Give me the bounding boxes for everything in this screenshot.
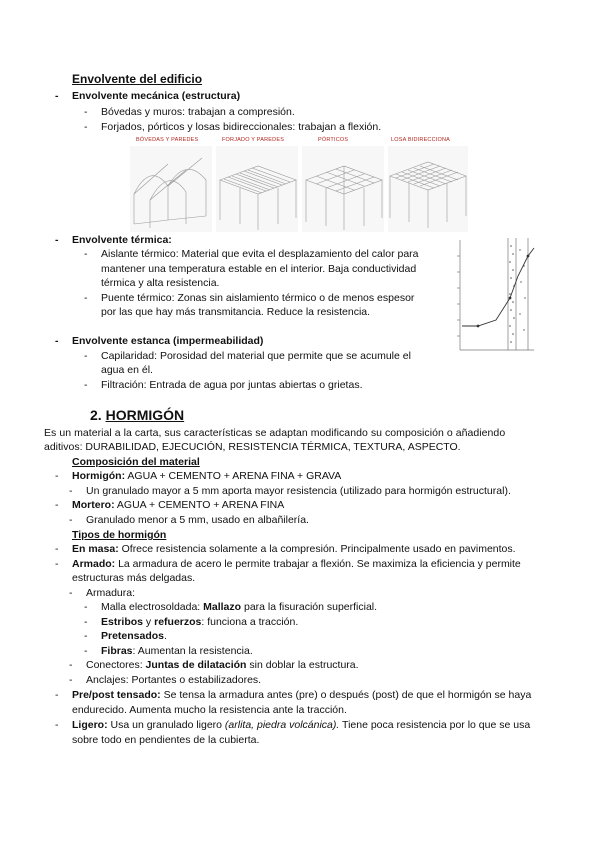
list-subitem-conectores: - Conectores: Juntas de dilatación sin doblar la estructura. <box>86 659 359 672</box>
list-subitem-anclajes: - Anclajes: Portantes o estabilizadores. <box>86 674 261 687</box>
list-item-mortero: - Mortero: AGUA + CEMENTO + ARENA FINA <box>72 499 284 512</box>
bullet-envolvente-estanca: - Envolvente estanca (impermeabilidad) <box>72 335 263 348</box>
thermal-wall-section-figure <box>452 236 536 356</box>
section-title: HORMIGÓN <box>105 407 185 423</box>
bidirectional-slab-diagram <box>388 146 468 232</box>
list-item: - Filtración: Entrada de agua por juntas abiertas o grietas. <box>101 379 363 392</box>
list-subsubitem: - Fibras: Aumentan la resistencia. <box>101 645 253 658</box>
section-title-envolvente: Envolvente del edificio <box>72 72 203 86</box>
list-item-cont: por las que hay más transmitancia. Reduce la resistencia. <box>101 306 371 318</box>
list-item: - Aislante térmico: Material que evita el desplazamiento del calor para <box>101 248 419 261</box>
list-subsubitem: - Pretensados. <box>101 630 167 643</box>
bullet-envolvente-termica: - Envolvente térmica: <box>72 234 172 247</box>
figure-caption: BÓVEDAS Y PAREDES <box>136 137 199 143</box>
list-subsubitem: - Estribos y refuerzos: funciona a tracción. <box>101 616 298 629</box>
list-subsubitem: - Malla electrosoldada: Mallazo para la fisuración superficial. <box>101 601 377 614</box>
list-item-cont: estructuras más delgadas. <box>72 572 196 584</box>
list-item-en-masa: - En masa: Ofrece resistencia solamente a la compresión. Principalmente usado en pavimentos. <box>72 543 516 556</box>
vault-diagram <box>130 146 212 232</box>
list-subitem: - Un granulado mayor a 5 mm aporta mayor resistencia (utilizado para hormigón estructural). <box>86 485 511 498</box>
section-heading-hormigon <box>90 407 184 423</box>
bullet-envolvente-mecanica: - Envolvente mecánica (estructura) <box>72 90 240 103</box>
intro-line-2: aditivos: DURABILIDAD, EJECUCIÓN, RESISTENCIA TÉRMICA, TEXTURA, ASPECTO. <box>44 441 461 453</box>
figure-caption: FORJADO Y PAREDES <box>222 137 285 143</box>
subheading-composicion: Composición del material <box>72 456 200 468</box>
figure-caption: PÓRTICOS <box>318 137 349 143</box>
figure-caption: LOSA BIDIRECCIONA <box>391 137 451 143</box>
list-item-cont: sobre todo en pendientes de la cubierta. <box>72 734 260 746</box>
structure-types-figure <box>128 136 470 234</box>
frames-diagram <box>302 146 384 232</box>
list-item-cont: agua en él. <box>101 364 153 376</box>
list-item: - Bóvedas y muros: trabajan a compresión. <box>101 106 295 119</box>
list-item: - Capilaridad: Porosidad del material que permite que se acumule el <box>101 350 411 363</box>
subheading-tipos: Tipos de hormigón <box>72 529 167 541</box>
list-item-armado: - Armado: La armadura de acero le permite trabajar a flexión. Se maximiza la eficiencia y permite <box>72 558 521 571</box>
slab-walls-diagram <box>216 146 298 232</box>
list-item: - Puente térmico: Zonas sin aislamiento térmico o de menos espesor <box>101 292 414 305</box>
list-item-cont: térmica y alta resistencia. <box>101 277 220 289</box>
list-subitem: - Granulado menor a 5 mm, usado en albañilería. <box>86 514 309 527</box>
list-item: - Forjados, pórticos y losas bidireccionales: trabajan a flexión. <box>101 121 381 134</box>
section-number: 2. <box>90 407 102 423</box>
list-subitem-armadura: - Armadura: <box>86 587 135 600</box>
intro-line-1: Es un material a la carta, sus características se adaptan modificando su composición o añadiendo <box>44 427 506 439</box>
list-item-ligero: - Ligero: Usa un granulado ligero (arlita, piedra volcánica). Tiene poca resistencia por lo que se usa <box>72 719 530 732</box>
list-item-hormigon: - Hormigón: AGUA + CEMENTO + ARENA FINA + GRAVA <box>72 470 341 483</box>
list-item-pretensado: - Pre/post tensado: Se tensa la armadura antes (pre) o después (post) de que el hormigón se haya <box>72 689 531 702</box>
list-item-cont: endurecido. Aumenta mucho la resistencia ante la tracción. <box>72 704 347 716</box>
list-item-cont: mantener una temperatura estable en el interior. Baja conductividad <box>101 263 417 275</box>
